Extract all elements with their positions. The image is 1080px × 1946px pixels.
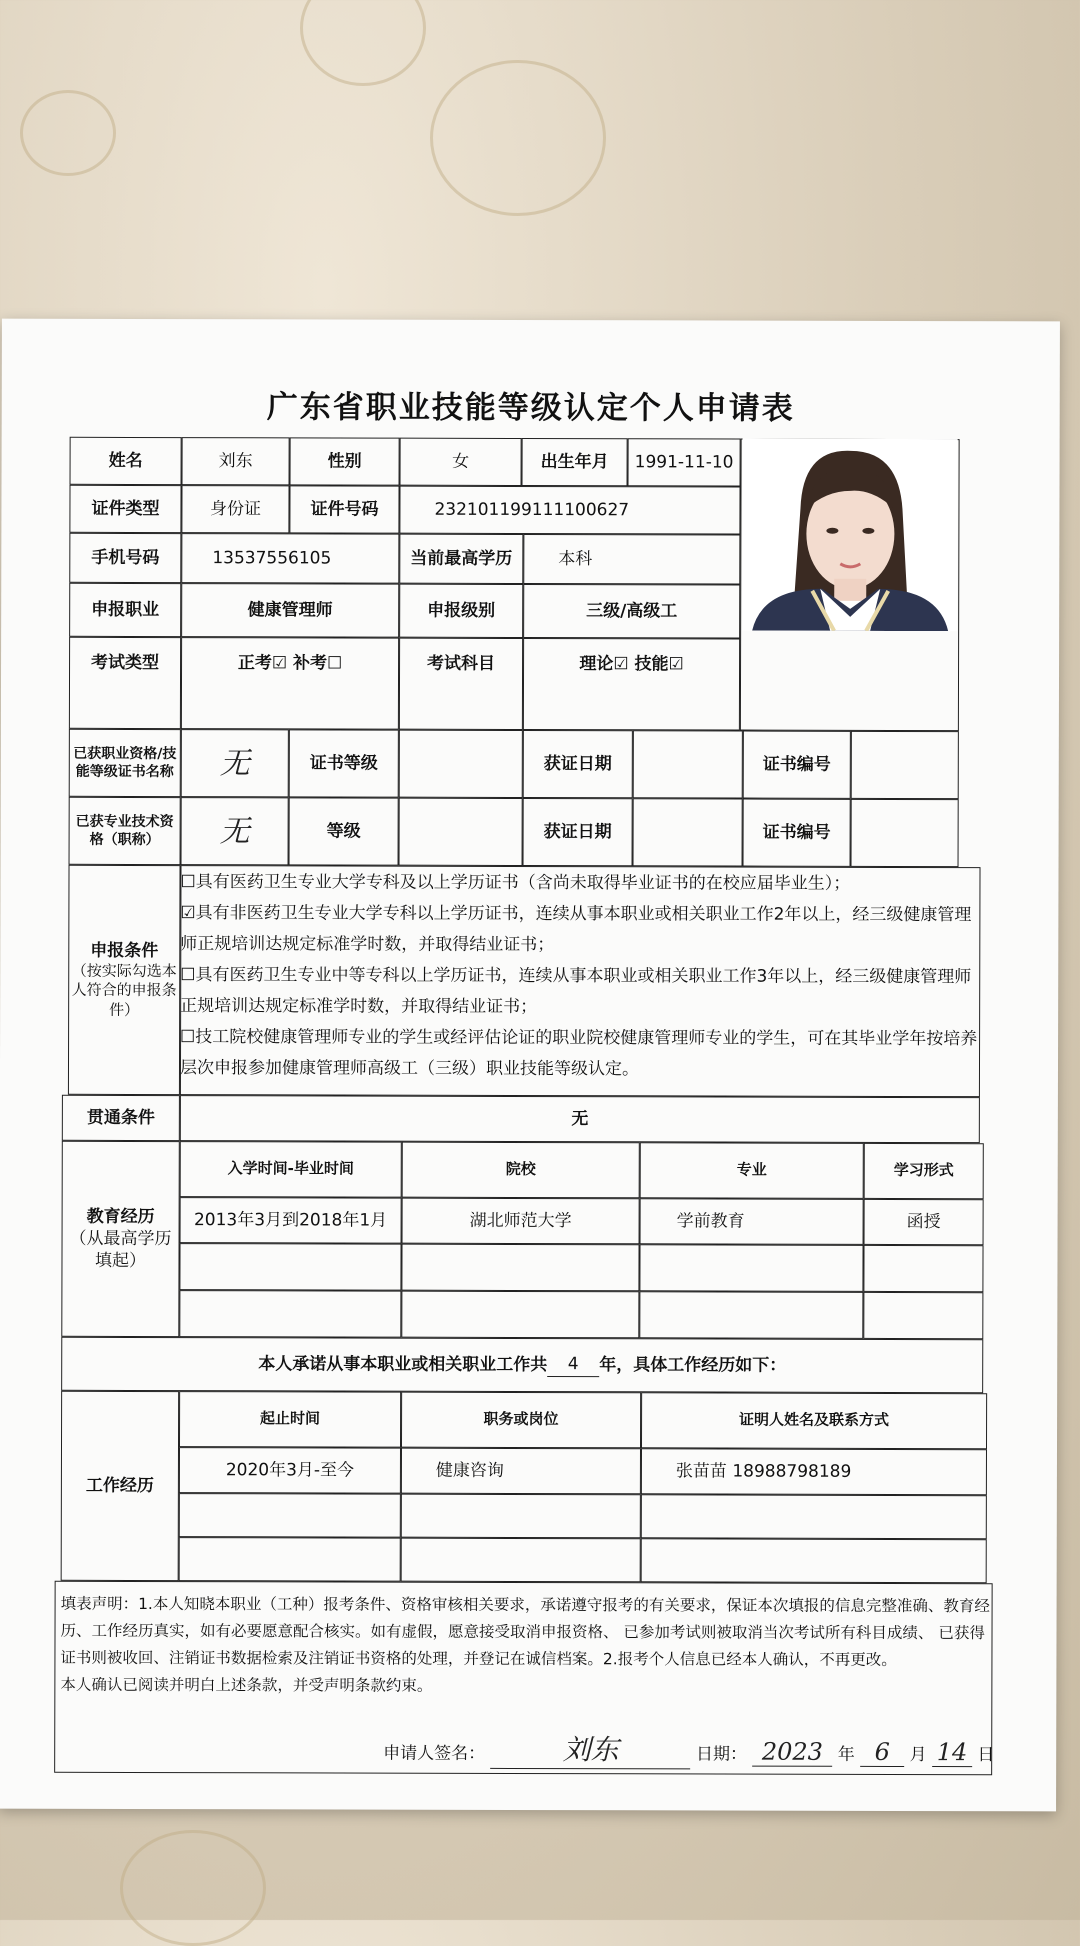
applicant-photo [742, 439, 958, 632]
work-years: 4 [547, 1354, 599, 1377]
label-obtained-cert: 已获职业资格/技能等级证书名称 [69, 729, 181, 797]
declaration-text: 填表声明：1.本人知晓本职业（工种）报考条件、资格审核相关要求，承诺遵守报考的有关要求，保证本次填报的信息完整准确、教育经历、工作经历真实，如有必要愿意配合核实。如有虚假，愿意接受取消申报资格、 已参加考试则被取消当次考试所有科目成绩、 已获得证书则被收回、注销证书数据检索及注销证书资格的处理，并登记在诚信档案。2.报考个人信息已经本人确认，不再更改。 [60, 1594, 990, 1669]
work-row3-ref [641, 1538, 987, 1583]
work-commit-suffix: 年，具体工作经历如下： [599, 1355, 787, 1376]
label-through: 贯通条件 [62, 1095, 180, 1141]
edu-row1-school: 湖北师范大学 [402, 1198, 640, 1245]
value-education: 本科 [523, 534, 740, 585]
value-grade [399, 798, 523, 866]
condition-item-4: ☐技工院校健康管理师专业的学生或经评估论证的职业院校健康管理师专业的学生，可在其毕业学年按培养层次申报参加健康管理师高级工（三级）职业技能等级认定。 [179, 1027, 978, 1080]
value-birth: 1991-11-10 [628, 438, 741, 486]
label-grade: 等级 [289, 797, 399, 865]
value-tech-date [633, 798, 743, 866]
confirm-text: 本人确认已阅读并明白上述条款，并受声明条款约束。 [60, 1675, 433, 1695]
label-conditions [68, 865, 181, 1095]
label-id-type: 证件类型 [69, 485, 181, 533]
work-row2-post [401, 1494, 641, 1539]
date-month: 6 [860, 1738, 904, 1767]
value-exam-type: 正考☑ 补考☐ [181, 637, 399, 730]
conditions-title: 申报条件 [90, 940, 159, 961]
edu-header-time: 入学时间-毕业时间 [180, 1141, 402, 1198]
label-name: 姓名 [70, 437, 182, 485]
condition-item-3: ☐具有医药卫生专业中等专科以上学历证书，连续从事本职业或相关职业工作3年以上，经三级健康管理师正规培训达规定标准学时数，并取得结业证书； [180, 965, 972, 1018]
label-phone: 手机号码 [69, 533, 181, 583]
label-obtained-tech: 已获专业技术资格（职称） [69, 797, 181, 865]
label-cert-no: 证书编号 [743, 731, 851, 799]
condition-item-2: ☑具有非医药卫生专业大学专科以上学历证书，连续从事本职业或相关职业工作2年以上，经三级健康管理师正规培训达规定标准学时数，并取得结业证书； [180, 903, 972, 956]
edu-row1-major: 学前教育 [640, 1198, 864, 1245]
day-unit: 日 [977, 1745, 995, 1766]
value-level: 三级/高级工 [523, 584, 740, 639]
edu-row3-form [863, 1292, 983, 1339]
label-id-number: 证件号码 [289, 485, 399, 533]
year-unit: 年 [837, 1744, 855, 1765]
edu-header-form: 学习形式 [864, 1143, 984, 1199]
value-tech-no [851, 799, 959, 867]
value-cert-date [633, 730, 743, 798]
tablecloth-lace [430, 60, 606, 216]
conditions-list [180, 867, 979, 1086]
value-phone: 13537556105 [181, 533, 399, 584]
work-header-time: 起止时间 [179, 1391, 401, 1448]
value-obtained-cert: 无 [181, 729, 289, 797]
conditions-note: （按实际勾选本人符合的申报条件） [71, 961, 177, 1019]
work-row3-post [401, 1538, 641, 1583]
signature-label: 申请人签名： [383, 1743, 486, 1764]
tablecloth-lace [20, 90, 116, 176]
edu-title: 教育经历 [86, 1206, 155, 1227]
label-education: 当前最高学历 [399, 534, 523, 584]
work-row2-ref [641, 1494, 987, 1539]
value-occupation: 健康管理师 [181, 583, 399, 638]
work-row2-time [179, 1493, 401, 1538]
edu-header-major: 专业 [640, 1142, 864, 1199]
value-through: 无 [180, 1095, 980, 1143]
edu-row2-school [401, 1244, 639, 1292]
work-header-post: 职务或岗位 [401, 1392, 641, 1449]
value-obtained-tech: 无 [181, 797, 289, 865]
value-cert-grade [399, 730, 523, 798]
tablecloth-lace [300, 0, 426, 86]
application-form-paper [0, 319, 1060, 1812]
label-birth: 出生年月 [522, 438, 628, 486]
tablecloth-lace [120, 1830, 266, 1946]
form-title: 广东省职业技能等级认定个人申请表 [266, 389, 795, 427]
value-id-type: 身份证 [181, 485, 289, 533]
month-unit: 月 [909, 1744, 927, 1766]
declaration [60, 1591, 990, 1701]
work-commitment [61, 1337, 983, 1393]
value-exam-subject: 理论☑ 技能☑ [523, 638, 740, 731]
date-day: 14 [932, 1738, 972, 1767]
condition-item-1: ☐具有医药卫生专业大学专科及以上学历证书（含尚未取得毕业证书的在校应届毕业生）； [180, 872, 851, 894]
work-row3-time [179, 1537, 401, 1582]
label-level: 申报级别 [399, 584, 523, 638]
signature-line [383, 1728, 994, 1771]
label-work: 工作经历 [61, 1391, 179, 1581]
edu-row3-major [639, 1291, 863, 1339]
work-row1-ref: 张苗苗 18988798189 [641, 1448, 987, 1495]
date-label: 日期： [695, 1744, 748, 1765]
value-name: 刘东 [182, 437, 290, 485]
edu-row3-time [179, 1290, 401, 1338]
work-row1-time: 2020年3月-至今 [179, 1447, 401, 1494]
applicant-signature: 刘东 [491, 1728, 691, 1770]
edu-row1-form: 函授 [864, 1199, 984, 1245]
edu-row3-school [401, 1291, 639, 1339]
value-cert-no [851, 731, 959, 799]
edu-header-school: 院校 [402, 1142, 640, 1199]
label-gender: 性别 [290, 437, 400, 485]
label-cert-grade: 证书等级 [289, 729, 399, 797]
work-row1-post: 健康咨询 [401, 1448, 641, 1495]
label-occupation: 申报职业 [69, 583, 181, 637]
label-tech-date: 获证日期 [523, 798, 633, 866]
edu-row2-form [863, 1245, 983, 1292]
label-tech-no: 证书编号 [743, 799, 851, 867]
edu-row1-time: 2013年3月到2018年1月 [180, 1197, 402, 1244]
work-header-ref: 证明人姓名及联系方式 [641, 1392, 987, 1449]
label-exam-subject: 考试科目 [399, 638, 523, 730]
label-edu [61, 1141, 180, 1337]
value-gender: 女 [400, 438, 522, 486]
edu-note: （从最高学历填起） [69, 1228, 172, 1272]
date-year: 2023 [752, 1738, 832, 1767]
edu-row2-time [179, 1243, 401, 1291]
label-cert-date: 获证日期 [523, 730, 633, 798]
work-commit-prefix: 本人承诺从事本职业或相关职业工作共 [258, 1354, 548, 1376]
edu-row2-major [639, 1244, 863, 1292]
label-exam-type: 考试类型 [69, 637, 181, 729]
value-id-number: 232101199111100627 [399, 486, 740, 535]
